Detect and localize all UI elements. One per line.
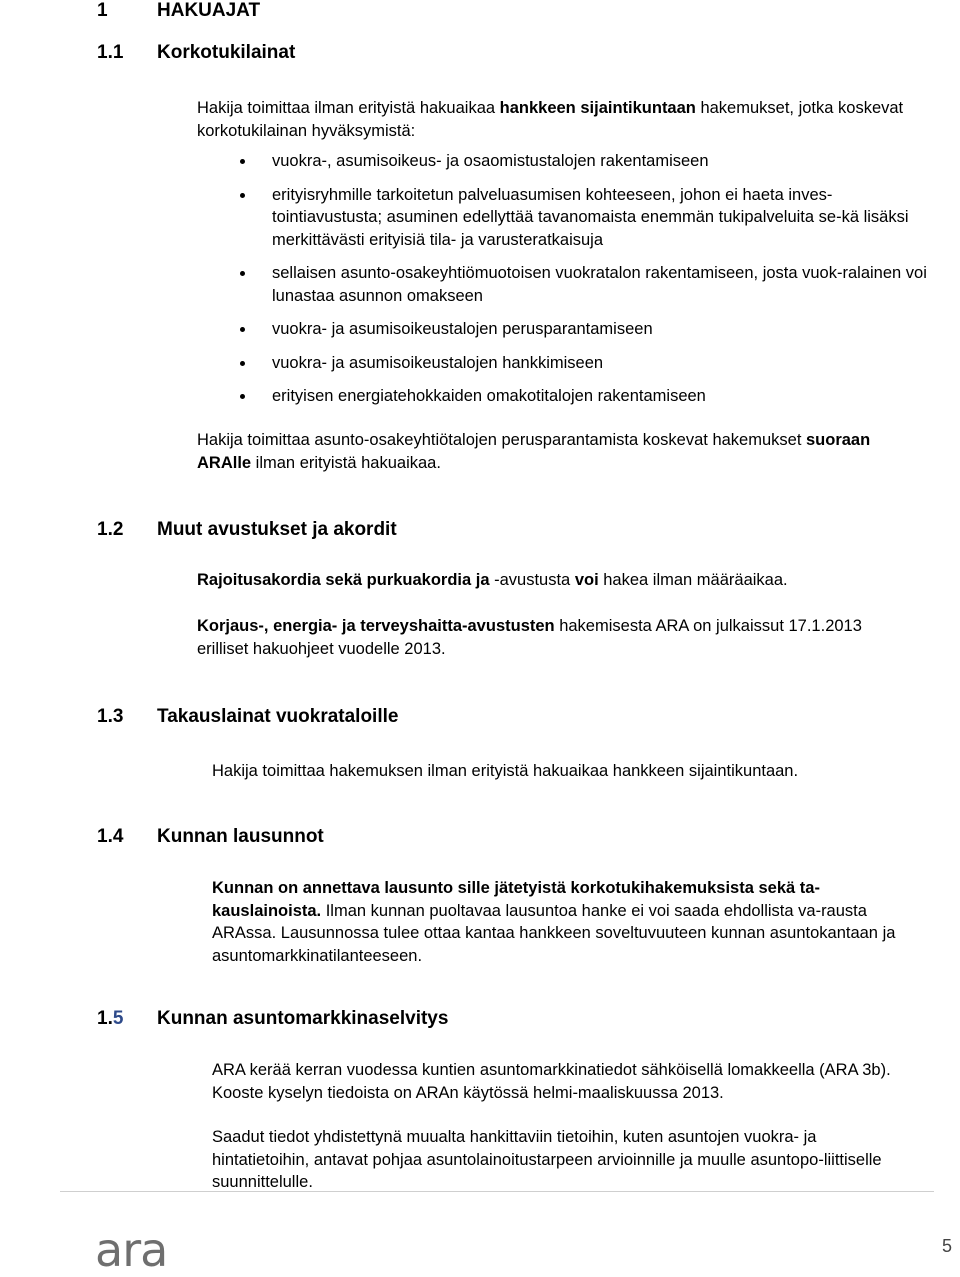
ara-logo: ara (95, 1223, 168, 1277)
heading-1 (97, 0, 260, 22)
bold-text: suoraan ARAlle (197, 431, 871, 472)
bullet-icon (240, 327, 245, 332)
bullet-icon (240, 159, 245, 164)
heading-number: 1.5 (97, 1008, 124, 1029)
bold-text: hankkeen sijaintikuntaan (499, 99, 696, 117)
section-heading-1-2 (97, 519, 397, 541)
text: hakemukset, jotka koskevat korkotukilainan hyväksymistä: (197, 99, 904, 140)
page-number: 5 (942, 1236, 953, 1256)
paragraph: Saadut tiedot yhdistettynä muualta hankittaviin tietoihin, kuten asuntojen vuokra- ja hintatietoihin, antavat pohjaa asuntolainoitustarpeen arvioinnille ja muulle asuntopo-liittiselle suunnittelulle. (212, 1128, 882, 1191)
section-heading-1-1 (97, 42, 295, 64)
heading-title: HAKUAJAT (157, 0, 261, 21)
heading-title: Takauslainat vuokrataloille (157, 706, 399, 727)
list-item: vuokra- ja asumisoikeustalojen hankkimiseen (272, 352, 940, 375)
heading-title: Muut avustukset ja akordit (157, 519, 397, 540)
text: Hakija toimittaa asunto-osakeyhtiötalojen perusparantamista koskevat hakemukset (197, 431, 806, 449)
footer-divider (60, 1191, 934, 1192)
paragraph: Kunnan on annettava lausunto sille jätetyistä korkotukihakemuksista sekä ta-kauslainoista. Ilman kunnan puoltavaa lausuntoa hanke ei voi saada ehdollista va-rausta ARAssa. Lausunnossa tulee ottaa kantaa hankkeen soveltuvuuteen kunnan asuntokantaan ja asuntomarkkinatilanteeseen. (212, 879, 896, 965)
bullet-icon (240, 361, 245, 366)
heading-number: 1.1 (97, 42, 124, 63)
heading-title: Korkotukilainat (157, 42, 296, 63)
section-heading-1-4 (97, 826, 324, 848)
heading-title: Kunnan asuntomarkkinaselvitys (157, 1008, 449, 1029)
list-item: vuokra-, asumisoikeus- ja osaomistustalojen rakentamiseen (272, 150, 940, 173)
bullet-icon (240, 271, 245, 276)
list-item: sellaisen asunto-osakeyhtiömuotoisen vuokratalon rakentamiseen, josta vuok-ralainen voi lunastaa asunnon omakseen (272, 262, 940, 307)
heading-title: Kunnan lausunnot (157, 826, 324, 847)
heading-number: 1.2 (97, 519, 124, 540)
paragraph: Rajoitusakordia sekä purkuakordia ja -avustusta voi hakea ilman määräaikaa. (197, 571, 788, 589)
text: Hakija toimittaa ilman erityistä hakuaikaa (197, 99, 500, 117)
intro-paragraph (197, 97, 937, 142)
paragraph: Korjaus-, energia- ja terveyshaitta-avustusten hakemisesta ARA on julkaissut 17.1.2013 erilliset hakuohjeet vuodelle 2013. (197, 617, 862, 658)
section-heading-1-3 (97, 706, 398, 728)
list-item: vuokra- ja asumisoikeustalojen perusparantamiseen (272, 318, 940, 341)
bullet-icon (240, 193, 245, 198)
bullet-icon (240, 394, 245, 399)
list-item: erityisryhmille tarkoitetun palveluasumisen kohteeseen, johon ei haeta inves-tointiavustusta; asuminen edellyttää tavanomaista enemmän tukipalveluita se-kä lisäksi merkittävästi erityisiä tila- ja varusteratkaisuja (272, 184, 940, 252)
text: ilman erityistä hakuaikaa. (251, 453, 441, 472)
heading-number: 1.3 (97, 706, 124, 727)
bullet-list (272, 150, 940, 408)
outro-paragraph (197, 429, 917, 474)
paragraph: Hakija toimittaa hakemuksen ilman erityistä hakuaikaa hankkeen sijaintikuntaan. (212, 762, 799, 780)
list-item: erityisen energiatehokkaiden omakotitalojen rakentamiseen (272, 385, 940, 408)
paragraph: ARA kerää kerran vuodessa kuntien asuntomarkkinatiedot sähköisellä lomakkeella (ARA 3b). Kooste kyselyn tiedoista on ARAn käytössä helmi-maaliskuussa 2013. (212, 1061, 891, 1102)
heading-number: 1.4 (97, 826, 124, 847)
section-heading-1-5 (97, 1008, 448, 1030)
heading-number: 1 (97, 0, 108, 21)
